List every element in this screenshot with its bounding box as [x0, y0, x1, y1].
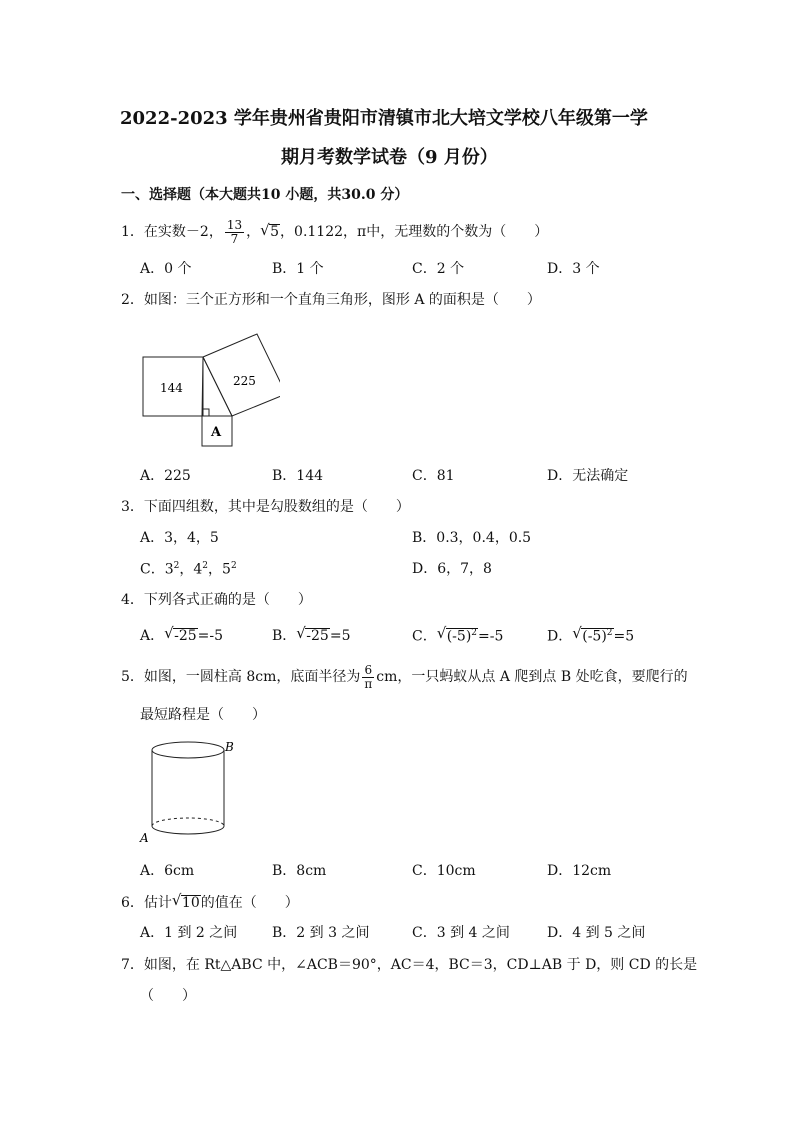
q3-option-b: B．0.3，0.4，0.5: [412, 530, 532, 546]
q1-prefix: 1．在实数－2，: [121, 224, 223, 241]
label-a: A: [140, 831, 149, 845]
question-6: 6．估计√ 10的值在（ ）: [121, 895, 299, 911]
q5-option-d: D．12cm: [547, 863, 612, 879]
q6-option-b: B．2 到 3 之间: [272, 925, 370, 941]
q3-option-a: A．3，4，5: [140, 530, 219, 546]
q3-option-d: D．6，7，8: [412, 561, 492, 577]
question-2: 2．如图：三个正方形和一个直角三角形，图形 A 的面积是（ ）: [121, 292, 541, 308]
q4-option-b: B．√ -25=5: [272, 628, 350, 644]
label-b: B: [225, 740, 234, 754]
question-1: 1．在实数－2， $\frac{13}{7}$ ，√ 5，0.1122，π中，无理数的个数为（ ）: [121, 219, 548, 245]
q1-fraction: $\frac{13}{7}$: [226, 218, 243, 246]
page-title-line1: 2022-2023 学年贵州省贵阳市清镇市北大培文学校八年级第一学: [120, 108, 648, 129]
q5-fraction: $\frac{6}{\pi}$: [364, 663, 373, 691]
q4-option-c: C．√ $(-5)^2=-5$: [412, 628, 503, 645]
question-5: 5．如图，一圆柱高 8cm，底面半径为 $\frac{6}{\pi}$ cm，一只蚂蚁从点 A 爬到点 B 处吃食，要爬行的: [121, 663, 688, 691]
q5-figure-cylinder: [138, 738, 238, 848]
page-title-line2: 期月考数学试卷（9 月份）: [281, 147, 498, 168]
cylinder-top: [152, 742, 224, 758]
section-header: 一、选择题（本大题共10 小题，共30.0 分）: [121, 187, 409, 203]
q2-option-d: D．无法确定: [547, 468, 629, 484]
q2-figure-squares: [140, 330, 280, 455]
question-3: 3．下面四组数，其中是勾股数组的是（ ）: [121, 499, 410, 515]
q6-option-a: A．1 到 2 之间: [140, 925, 238, 941]
label-a: A: [211, 425, 222, 440]
q1-option-d: D．3 个: [547, 261, 600, 277]
q5-option-c: C．10cm: [412, 863, 476, 879]
q1-option-b: B．1 个: [272, 261, 324, 277]
q1-sqrt: √ 5: [260, 221, 280, 243]
q2-option-b: B．144: [272, 468, 324, 484]
q1-option-c: C．2 个: [412, 261, 465, 277]
question-4: 4．下列各式正确的是（ ）: [121, 592, 312, 608]
question-7: 7．如图，在 Rt△ABC 中，∠ACB＝90°，AC＝4，BC＝3，CD⊥AB 于 D，则 CD 的长是: [121, 957, 698, 973]
q3-option-c: C．$3^2$，$4^2$，$5^2$: [140, 561, 237, 578]
q5-option-b: B．8cm: [272, 863, 327, 879]
q5-option-a: A．6cm: [140, 863, 195, 879]
q4-option-d: D．√ $(-5)^2=5$: [547, 628, 634, 645]
q2-option-c: C．81: [412, 468, 455, 484]
label-144: 144: [160, 381, 183, 395]
q6-option-d: D．4 到 5 之间: [547, 925, 646, 941]
cylinder-bottom-front: [152, 826, 224, 834]
q4-option-a: A．√ -25=-5: [140, 628, 223, 644]
question-7-line2: （ ）: [140, 988, 196, 1004]
cylinder-bottom-back: [152, 818, 224, 826]
q2-option-a: A．225: [140, 468, 191, 484]
q6-option-c: C．3 到 4 之间: [412, 925, 510, 941]
q1-option-a: A．0 个: [140, 261, 192, 277]
label-225: 225: [233, 374, 256, 388]
question-5-line2: 最短路程是（ ）: [140, 707, 266, 723]
